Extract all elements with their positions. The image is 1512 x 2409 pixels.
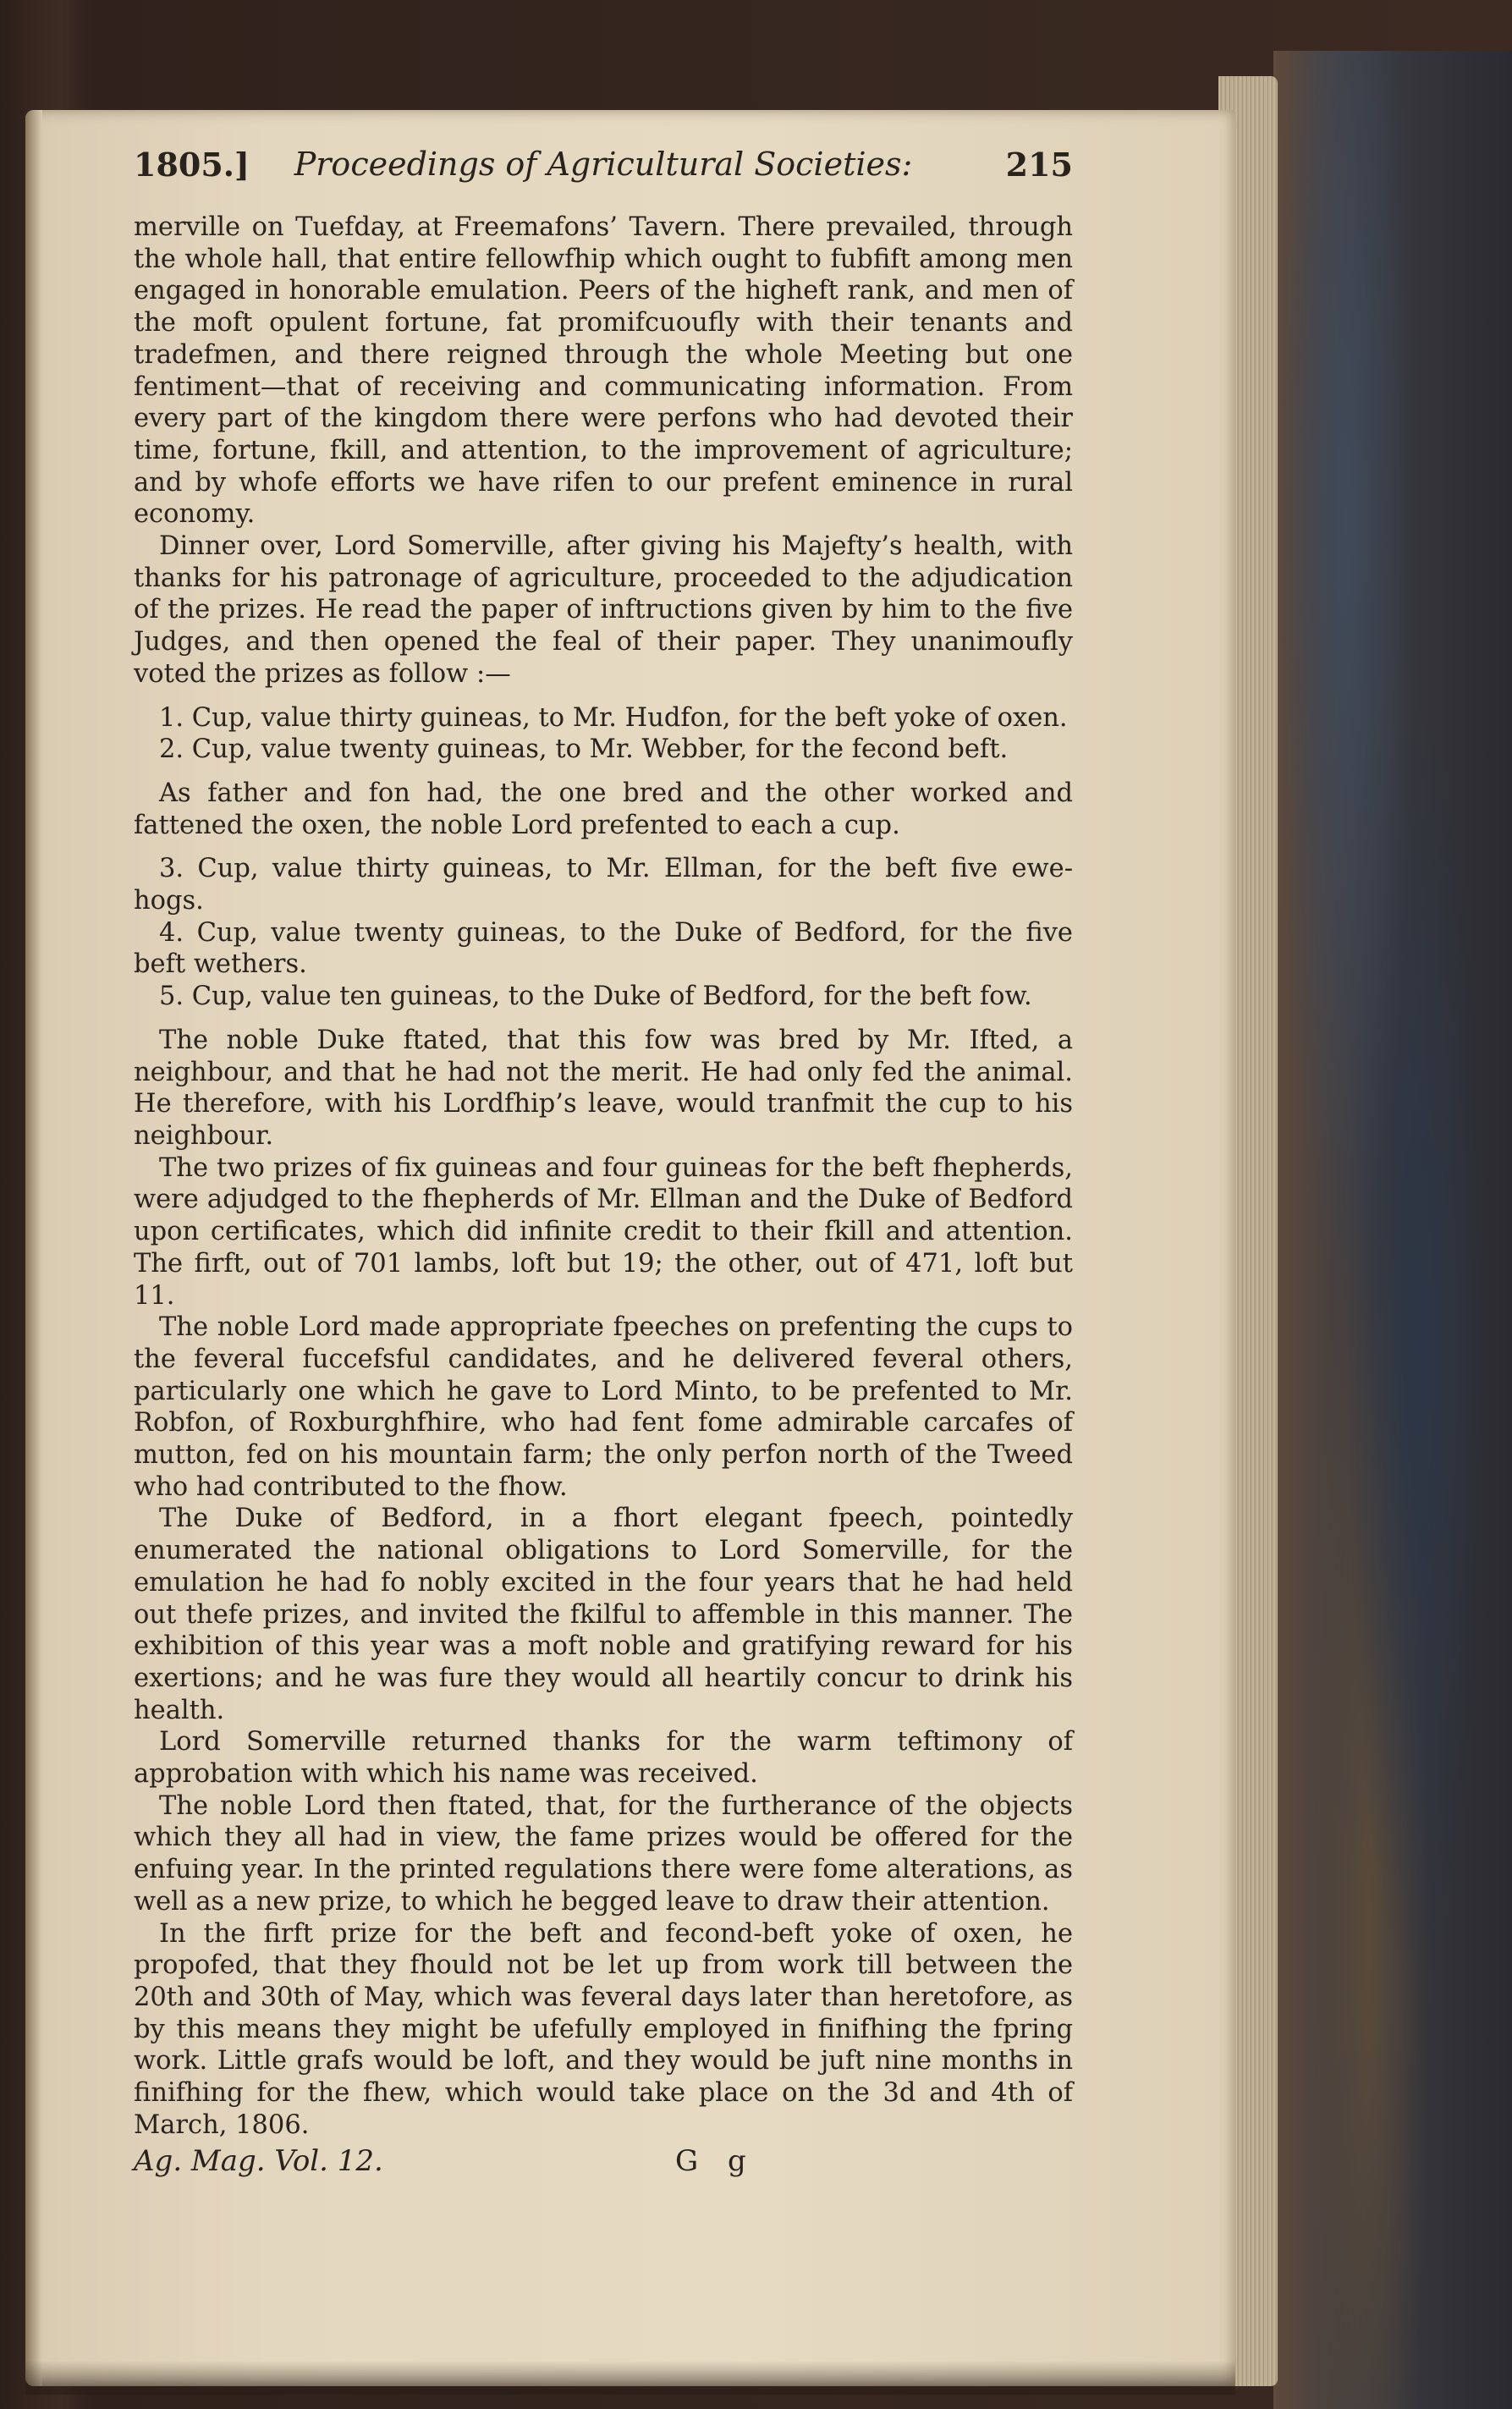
paragraph: The two prizes of fix guineas and four guineas for the beft fhepherds, were adjudged to the fhepherds of Mr. Ellman and the Duke of Bedford upon certificates, which did infinite credit to their fkill and attention. The firft, out of 701 lambs, loft but 19; the other, out of 471, loft but 11. xyxy=(134,1152,1073,1311)
page-footer xyxy=(134,2144,1073,2183)
paragraph: Dinner over, Lord Somerville, after giving his Majefty’s health, with thanks for his patronage of agriculture, proceeded to the adjudication of the prizes. He read the paper of inftructions given by him to the five Judges, and then opened the feal of their paper. They unanimoufly voted the prizes as follow :— xyxy=(134,531,1073,689)
prize-item: 3. Cup, value thirty guineas, to Mr. Ellman, for the beft five ewe-hogs. xyxy=(134,854,1073,916)
book-binding xyxy=(1273,51,1512,2409)
paragraph: The noble Duke ftated, that this fow was bred by Mr. Ifted, a neighbour, and that he had not the merit. He had only fed the animal. He therefore, with his Lordfhip’s leave, would tranfmit the cup to his neighbour. xyxy=(134,1025,1073,1151)
signature-mark: G g xyxy=(675,2144,756,2179)
page-number: 215 xyxy=(1005,146,1073,184)
paragraph: merville on Tuefday, at Freemafons’ Tavern. There prevailed, through the whole hall, that entire fellowfhip which ought to fubfift among men engaged in honorable emulation. Peers of the higheft rank, and men of the moft opulent fortune, fat promifcuoufly with their tenants and tradefmen, and there reigned through the whole Meeting but one fentiment—that of receiving and communicating information. From every part of the kingdom there were perfons who had devoted their time, fortune, fkill, and attention, to the improvement of agriculture; and by whofe efforts we have rifen to our prefent eminence in rural economy. xyxy=(134,212,1073,530)
paragraph: The noble Lord then ftated, that, for the furtherance of the objects which they all had in view, the fame prizes would be offered for the enfuing year. In the printed regulations there were fome alterations, as well as a new prize, to which he begged leave to draw their attention. xyxy=(134,1790,1073,1917)
prize-item: 2. Cup, value twenty guineas, to Mr. Webber, for the fecond beft. xyxy=(159,734,1009,765)
prize-item: 4. Cup, value twenty guineas, to the Duke of Bedford, for the five beft wethers. xyxy=(134,917,1073,980)
signature-line: Ag. Mag. Vol. 12. xyxy=(134,2144,383,2179)
paragraph: Lord Somerville returned thanks for the warm teftimony of approbation with which his name was received. xyxy=(134,1727,1073,1790)
paragraph: The noble Lord made appropriate fpeeches on prefenting the cups to the feveral fuccefsful candidates, and he delivered feveral others, particularly one which he gave to Lord Minto, to be prefented to Mr. Robfon, of Roxburghfhire, who had fent fome admirable carcafes of mutton, fed on his mountain farm; the only perfon north of the Tweed who had contributed to the fhow. xyxy=(134,1312,1073,1502)
paragraph: In the firft prize for the beft and fecond-beft yoke of oxen, he propofed, that they fhould not be let up from work till between the 20th and 30th of May, which was feveral days later than heretofore, as by this means they might be ufefully employed in finifhing the fpring work. Little grafs would be loft, and they would be juft nine months in finifhing for the fhew, which would take place on the 3d and 4th of March, 1806. xyxy=(134,1918,1073,2140)
page-gutter xyxy=(25,110,42,2386)
running-title: Proceedings of Agricultural Societies: xyxy=(294,146,913,183)
page-bottom-shadow xyxy=(25,2361,1235,2395)
paragraph: The Duke of Bedford, in a fhort elegant fpeech, pointedly enumerated the national obligations to Lord Somerville, for the emulation he had fo nobly excited in the four years that he had held out thefe prizes, and invited the fkilful to affemble in this manner. The exhibition of this year was a moft noble and gratifying reward for his exertions; and he was fure they would all heartily concur to drink his health. xyxy=(134,1504,1073,1725)
page-text xyxy=(134,146,1073,2183)
prize-item: 5. Cup, value ten guineas, to the Duke of Bedford, for the beft fow. xyxy=(159,982,1032,1012)
page-header xyxy=(134,146,1073,196)
header-year: 1805.] xyxy=(134,146,250,184)
prize-item: 1. Cup, value thirty guineas, to Mr. Hudfon, for the beft yoke of oxen. xyxy=(159,702,1068,733)
paragraph: As father and fon had, the one bred and the other worked and fattened the oxen, the noble Lord prefented to each a cup. xyxy=(134,778,1073,840)
